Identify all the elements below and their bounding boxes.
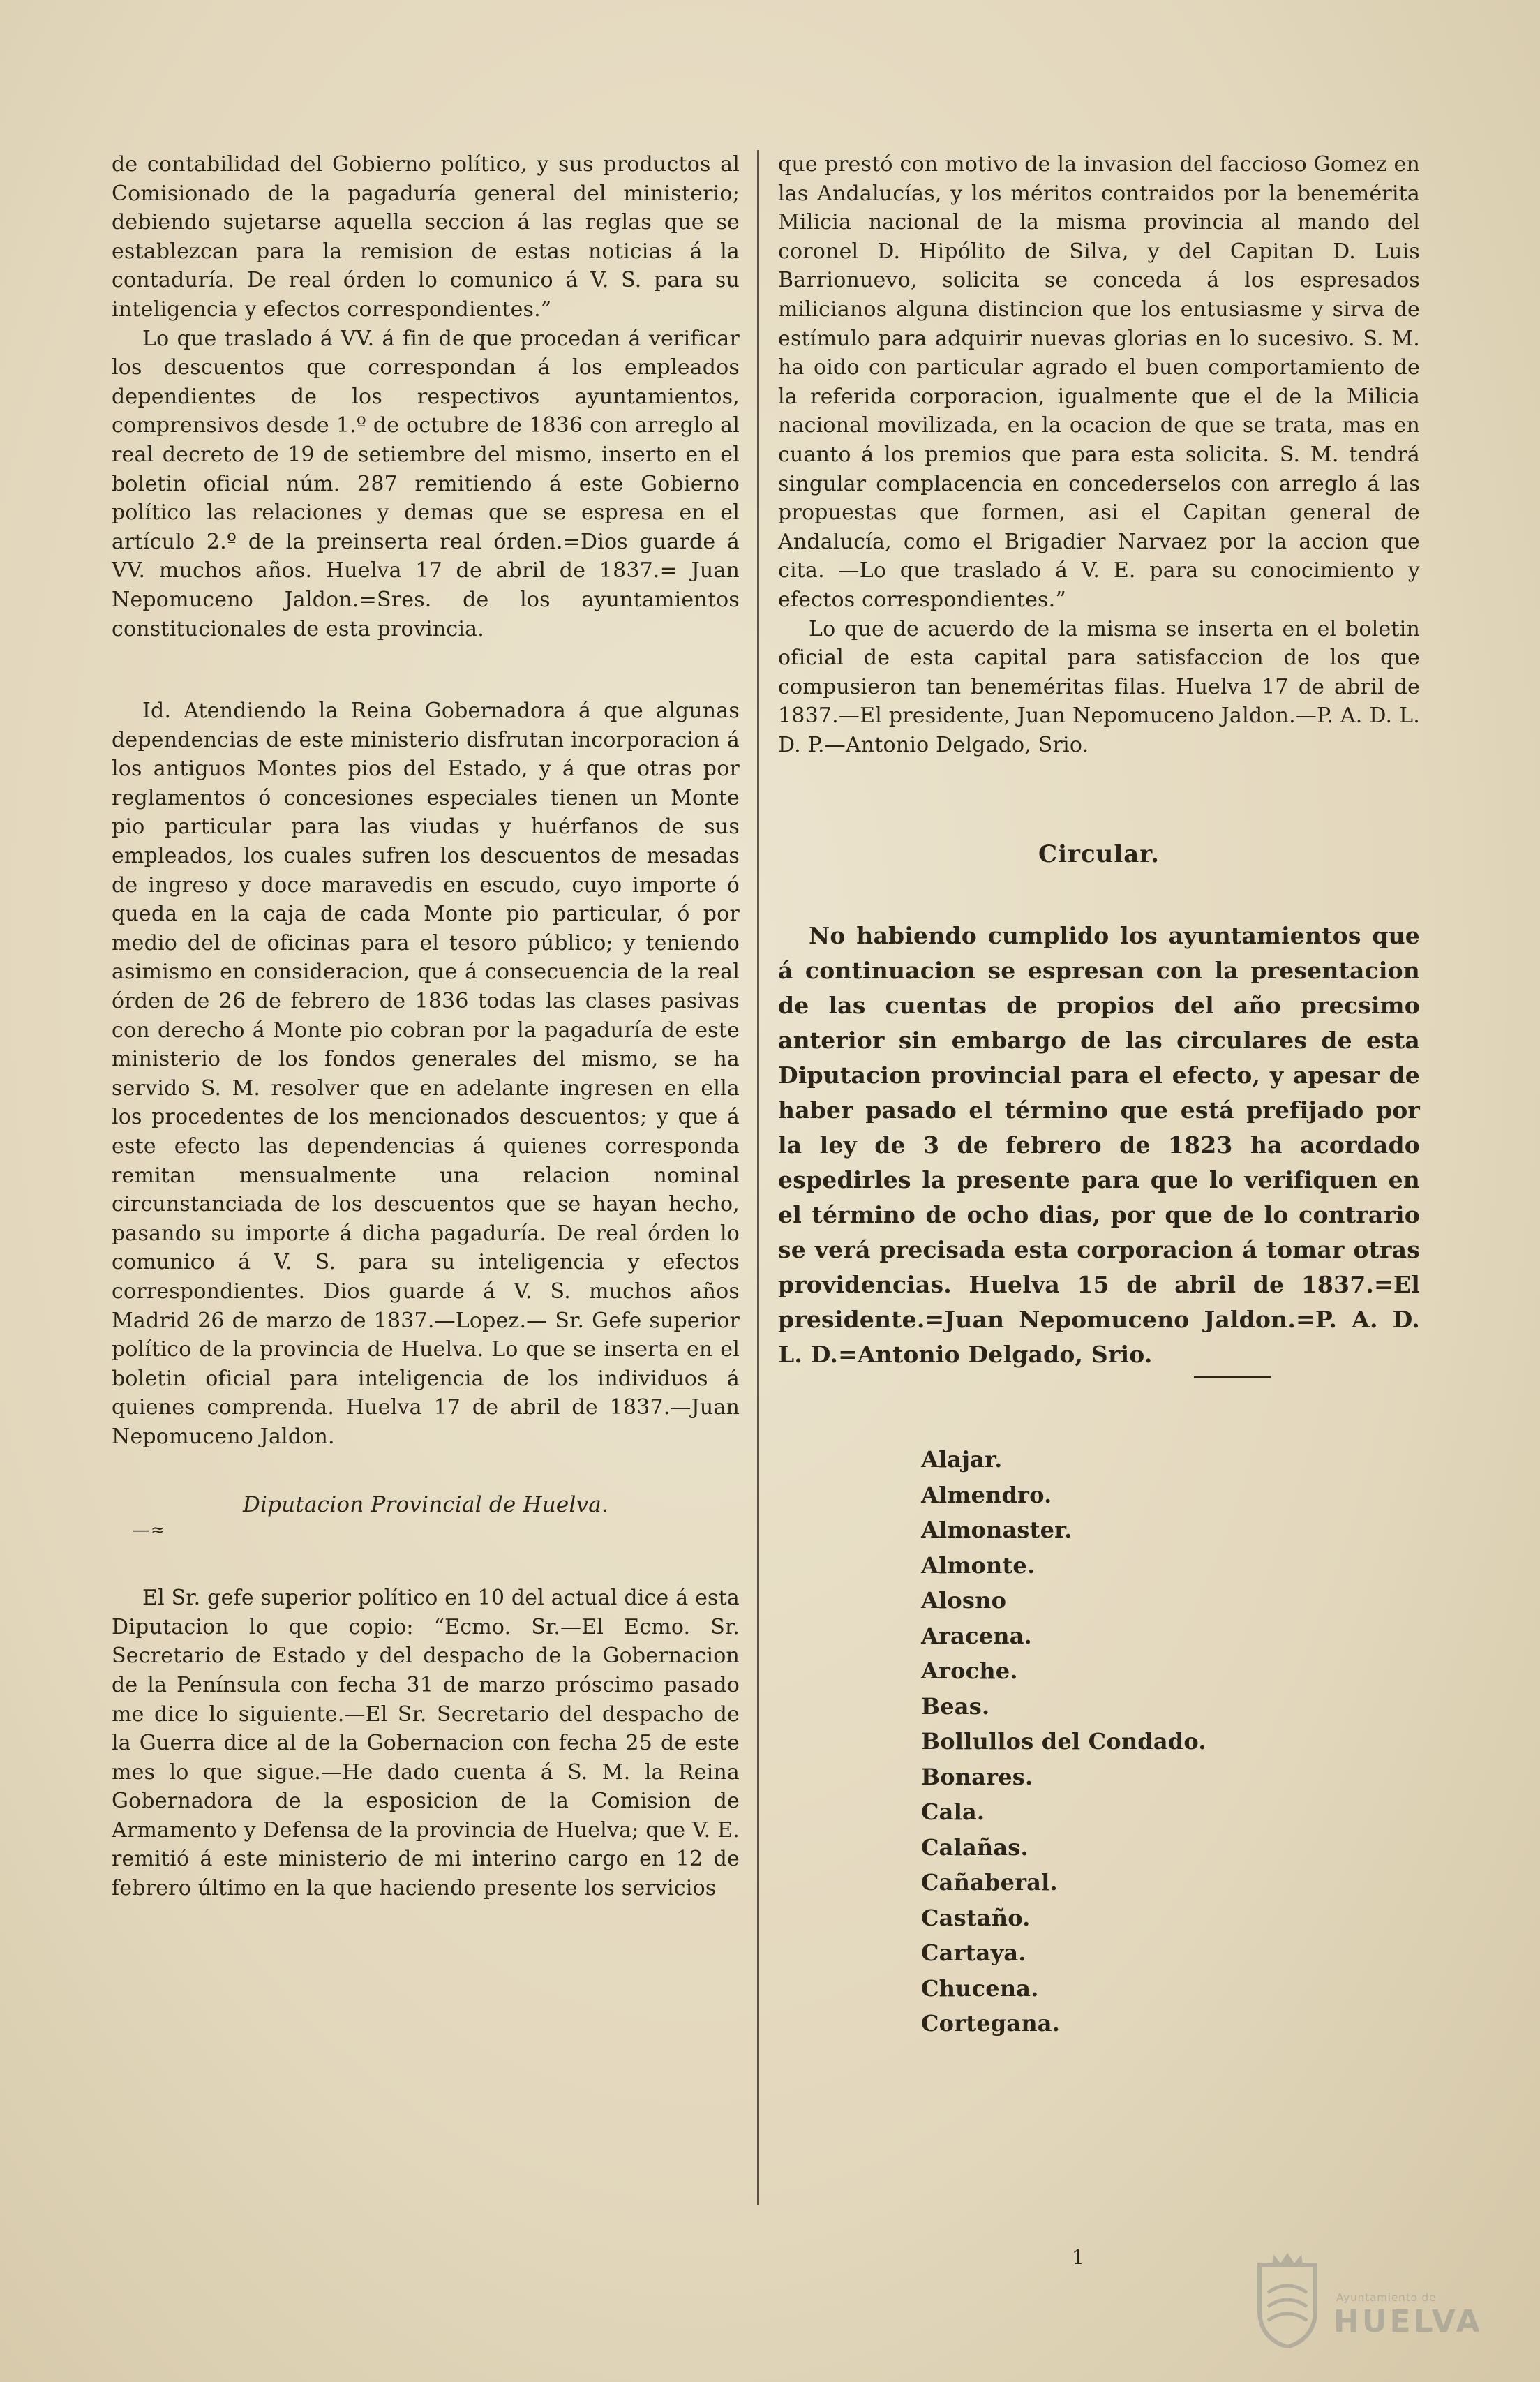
town-list-item: Castaño. xyxy=(921,1904,1031,1931)
town-list xyxy=(921,1442,1420,2041)
right-column xyxy=(778,150,1420,2041)
town-list-item: Cañaberal. xyxy=(921,1869,1058,1896)
town-list-item: Alosno xyxy=(921,1587,1007,1614)
left-paragraph-4: El Sr. gefe superior político en 10 del actual dice á esta Diputacion lo que copio: “Ecmo. Sr.—El Ecmo. Sr. Secretario de Estado y del despacho de la Gobernacion de la Península con fecha 31 de marzo próscimo pasado me dice lo siguiente.—El Sr. Secretario del despacho de la Guerra dice al de la Gobernacion con fecha 25 de este mes lo que sigue.—He dado cuenta á S. M. la Reina Gobernadora de la esposicion de la Comision de Armamento y Defensa de la provincia de Huelva; que V. E. remitió á este ministerio de mi interino cargo en 12 de febrero último en la que haciendo presente los servicios xyxy=(112,1586,740,1901)
right-paragraph-2: Lo que de acuerdo de la misma se inserta en el boletin oficial de esta capital para satisfaccion de los que compusieron tan beneméritas filas. Huelva 17 de abril de 1837.—El presidente, Juan Nepomuceno Jaldon.—P. A. D. L. D. P.—Antonio Delgado, Srio. xyxy=(778,616,1420,757)
watermark-big-text: HUELVA xyxy=(1333,2304,1483,2339)
left-column xyxy=(112,150,740,1903)
town-list-item: Aracena. xyxy=(921,1622,1033,1649)
section-heading-circular: Circular. xyxy=(1038,840,1160,869)
right-paragraph-1: que prestó con motivo de la invasion del faccioso Gomez en las Andalucías, y los méritos contraidos por la benemérita Milicia nacional de la misma provincia al mando del coronel D. Hipólito de Silva, y del Capitan D. Luis Barrionuevo, solicita se conceda á los espresados milicianos alguna distincion que los entusiasme y sirva de estímulo para adquirir nuevas glorias en lo sucesivo. S. M. ha oido con particular agrado el buen comportamiento de la referida corporacion, igualmente que el de la Milicia nacional movilizada, en la ocacion de que se trata, mas en cuanto á los premios que para esta solicita. S. M. tendrá singular complacencia en concederselos con arreglo á las propuestas que formen, asi el Capitan general de Andalucía, como el Brigadier Narvaez por la accion que cita. —Lo que traslado á V. E. para su conocimiento y efectos correspondientes.” xyxy=(778,152,1420,612)
column-divider xyxy=(757,150,759,2205)
town-list-item: Almendro. xyxy=(921,1481,1052,1508)
town-list-item: Chucena. xyxy=(921,1974,1039,2002)
town-list-item: Cartaya. xyxy=(921,1940,1026,1967)
archive-watermark xyxy=(1253,2251,1493,2355)
short-rule xyxy=(1194,1376,1271,1378)
watermark-small-text: Ayuntamiento de xyxy=(1336,2291,1437,2304)
left-paragraph-2: Lo que traslado á VV. á fin de que procedan á verificar los descuentos que correspondan á los empleados dependientes de los respectivos ayuntamientos, comprensivos desde 1.º de octubre de 1836 con arreglo al real decreto de 19 de setiembre del mismo, inserto en el boletin oficial núm. 287 remitiendo á este Gobierno político las relaciones y demas que se espresa en el artículo 2.º de la preinserta real órden.=Dios guarde á VV. muchos años. Huelva 17 de abril de 1837.= Juan Nepomuceno Jaldon.=Sres. de los ayuntamientos constitucionales de esta provincia. xyxy=(112,326,740,641)
town-list-item: Almonaster. xyxy=(921,1517,1072,1544)
town-list-item: Almonte. xyxy=(921,1551,1036,1579)
town-list-item: Calañas. xyxy=(921,1833,1029,1861)
town-list-item: Cortegana. xyxy=(921,2010,1061,2037)
flourish-ornament: —≈ xyxy=(133,1520,167,1540)
circular-text: No habiendo cumplido los ayuntamientos que á continuacion se espresan con la presentacion de las cuentas de propios del año precsimo anterior sin embargo de las circulares de esta Diputacion provincial para el efecto, y apesar de haber pasado el término que está prefijado por la ley de 3 de febrero de 1823 ha acordado espedirles la presente para que lo verifiquen en el término de ocho dias, por que de lo contrario se verá precisada esta corporacion á tomar otras providencias. Huelva 15 de abril de 1837.=El presidente.=Juan Nepomuceno Jaldon.=P. A. D. L. D.=Antonio Delgado, Srio. xyxy=(778,922,1420,1369)
town-list-item: Bollullos del Condado. xyxy=(921,1728,1206,1755)
page-number: 1 xyxy=(1072,2246,1084,2269)
left-paragraph-3: Id. Atendiendo la Reina Gobernadora á que algunas dependencias de este ministerio disfrutan incorporacion á los antiguos Montes pios del Estado, y á que otras por reglamentos ó concesiones especiales tienen un Monte pio particular para las viudas y huérfanos de sus empleados, los cuales sufren los descuentos de mesadas de ingreso y doce maravedis en escudo, cuyo importe ó queda en la caja de cada Monte pio particular, ó por medio del de oficinas para el tesoro público; y teniendo asimismo en consideracion, que á consecuencia de la real órden de 26 de febrero de 1836 todas las clases pasivas con derecho á Monte pio cobran por la pagaduría de este ministerio de los fondos generales del mismo, se ha servido S. M. resolver que en adelante ingresen en ella los procedentes de los mencionados descuentos; y que á este efecto las dependencias á quienes corresponda remitan mensualmente una relacion nominal circunstanciada de los descuentos que se hayan hecho, pasando su importe á dicha pagaduría. De real órden lo comunico á V. S. para su inteligencia y efectos correspondientes. Dios guarde á V. S. muchos años Madrid 26 de marzo de 1837.—Lopez.— Sr. Gefe superior político de la provincia de Huelva. Lo que se inserta en el boletin oficial para inteligencia de los individuos á quienes comprenda. Huelva 17 de abril de 1837.—Juan Nepomuceno Jaldon. xyxy=(112,699,740,1449)
town-list-item: Cala. xyxy=(921,1799,985,1826)
town-list-item: Beas. xyxy=(921,1692,990,1720)
section-heading-diputacion: Diputacion Provincial de Huelva. xyxy=(242,1491,609,1517)
town-list-item: Alajar. xyxy=(921,1446,1003,1473)
town-list-item: Bonares. xyxy=(921,1763,1033,1790)
town-list-item: Aroche. xyxy=(921,1658,1018,1685)
coat-of-arms-icon xyxy=(1253,2251,1322,2348)
left-paragraph-1: de contabilidad del Gobierno político, y sus productos al Comisionado de la pagaduría general del ministerio; debiendo sujetarse aquella seccion á las reglas que se establezcan para la remision de estas noticias á la contaduría. De real órden lo comunico á V. S. para su inteligencia y efectos correspondientes.” xyxy=(112,152,740,322)
